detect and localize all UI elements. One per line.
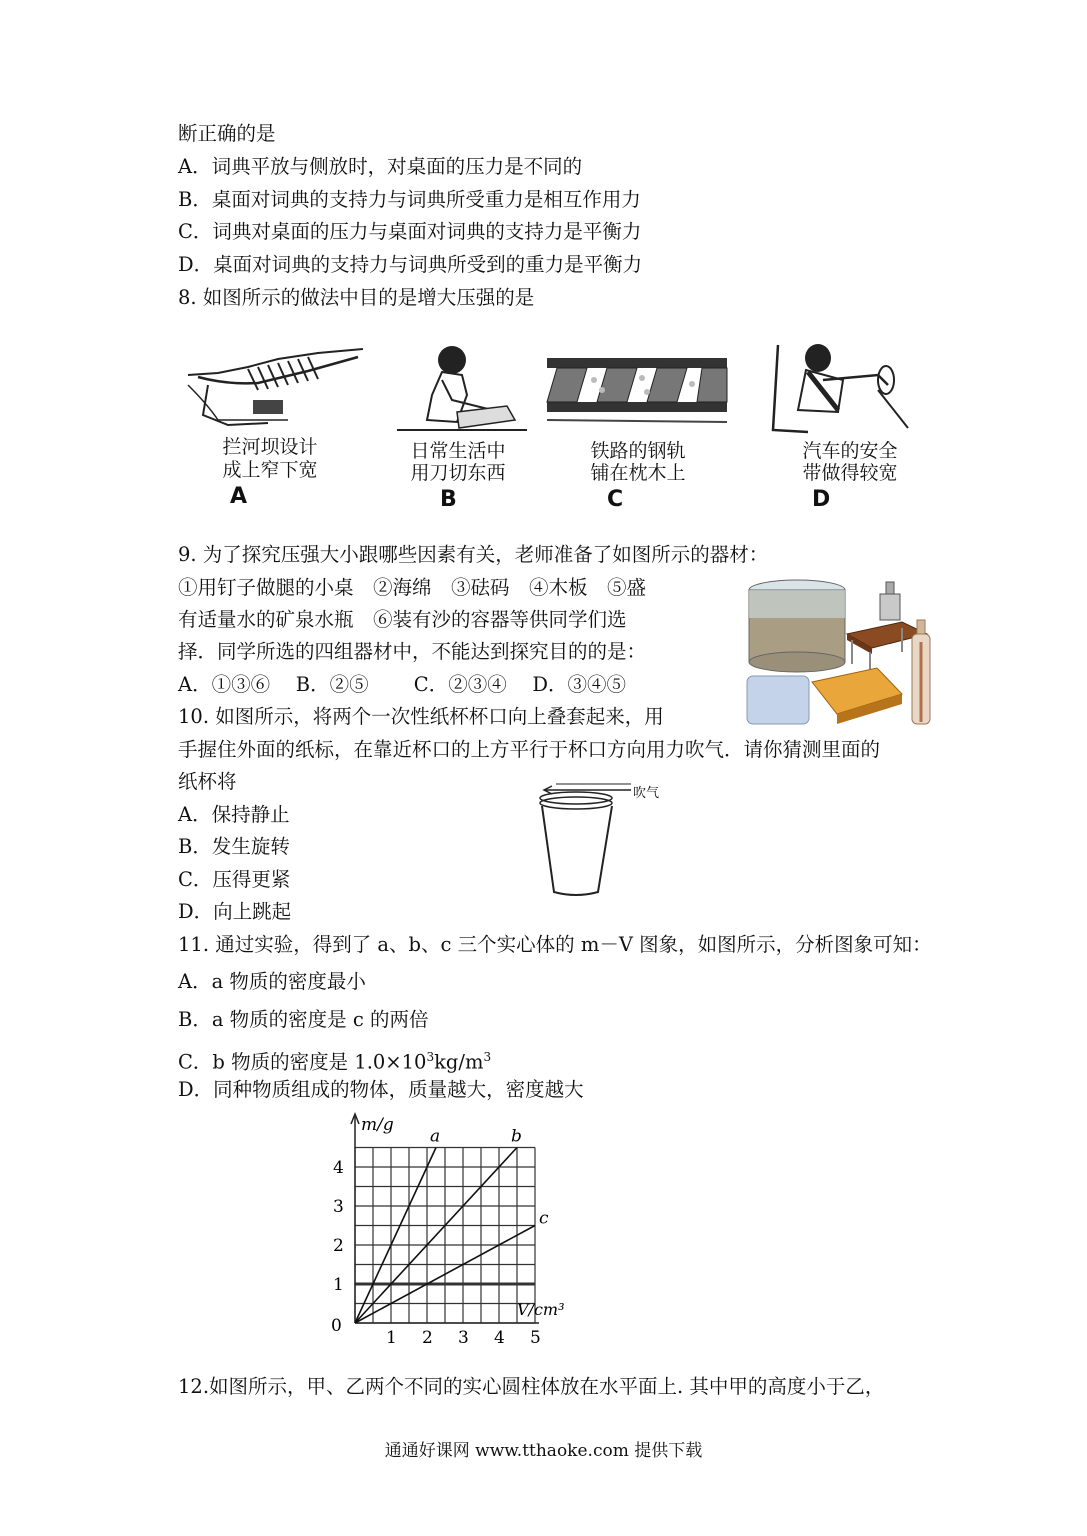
- x-tick-label: 1: [386, 1328, 397, 1348]
- q7-stem-tail: 断正确的是: [178, 122, 276, 145]
- series-label-b: b: [511, 1126, 522, 1147]
- q8-stem: 8. 如图所示的做法中目的是增大压强的是: [178, 286, 535, 309]
- q10-blow-label: 吹气: [633, 786, 660, 801]
- q8-figure-d-caption-2: 带做得较宽: [802, 462, 898, 484]
- x-tick-label: 5: [530, 1328, 541, 1348]
- series-line-b: [355, 1148, 517, 1324]
- q8-figure-b-caption-1: 日常生活中: [410, 440, 506, 462]
- page-footer: 通通好课网 www.tthaoke.com 提供下载: [384, 1441, 703, 1461]
- q11-option-c-unit: kg/m: [434, 1050, 484, 1074]
- q8-figure-b-knife: [397, 340, 527, 435]
- q10-paper-cup-figure: [536, 780, 686, 900]
- q9-stem-line-3: 有适量水的矿泉水瓶 ⑥装有沙的容器等供同学们选: [178, 608, 627, 631]
- x-tick-label: 4: [494, 1328, 505, 1348]
- q10-option-c: C．压得更紧: [178, 868, 291, 891]
- q7-option-d: D．桌面对词典的支持力与词典所受到的重力是平衡力: [178, 253, 643, 276]
- series-line-a: [355, 1148, 436, 1324]
- q10-option-d: D．向上跳起: [178, 900, 292, 923]
- series-label-c: c: [539, 1208, 549, 1229]
- q11-option-c-exponent-2: 3: [483, 1050, 492, 1064]
- q8-figure-c-letter: C: [607, 487, 624, 512]
- q11-mv-chart: [325, 1108, 615, 1348]
- y-tick-label: 3: [333, 1197, 344, 1217]
- q8-figure-d-seatbelt: [768, 340, 918, 435]
- q8-figure-b-letter: B: [440, 487, 457, 512]
- q7-option-b: B．桌面对词典的支持力与词典所受重力是相互作用力: [178, 188, 641, 211]
- q8-figure-a-caption-2: 成上窄下宽: [222, 459, 318, 481]
- q9-stem-line-2: ①用钉子做腿的小桌 ②海绵 ③砝码 ④木板 ⑤盛: [178, 576, 647, 599]
- q8-figure-d-caption-1: 汽车的安全: [802, 440, 898, 462]
- q11-option-a: A．a 物质的密度最小: [178, 970, 366, 993]
- q8-figure-a-caption-1: 拦河坝设计: [222, 436, 318, 458]
- y-axis-label: m/g: [361, 1115, 394, 1135]
- q9-stem-line-4: 择．同学所选的四组器材中，不能达到探究目的的是：: [178, 640, 647, 663]
- q11-option-b: B．a 物质的密度是 c 的两倍: [178, 1008, 429, 1031]
- origin-label: 0: [331, 1316, 342, 1336]
- q9-options: A．①③⑥ B．②⑤ C．②③④ D．③④⑤: [178, 673, 627, 696]
- q8-figure-c-caption-1: 铁路的钢轨: [590, 440, 686, 462]
- q8-figure-c-rail: [547, 350, 727, 430]
- q7-option-c: C．词典对桌面的压力与桌面对词典的支持力是平衡力: [178, 220, 642, 243]
- q11-option-c-exponent: 3: [426, 1050, 435, 1064]
- q7-option-a: A．词典平放与侧放时，对桌面的压力是不同的: [178, 155, 583, 178]
- q11-option-c-text: C．b 物质的密度是 1.0×10: [178, 1050, 427, 1074]
- q8-figure-c-caption-2: 铺在枕木上: [590, 462, 686, 484]
- y-tick-label: 2: [333, 1236, 344, 1256]
- q10-option-a: A．保持静止: [178, 803, 290, 826]
- q10-option-b: B．发生旋转: [178, 835, 290, 858]
- y-tick-label: 1: [333, 1275, 344, 1295]
- q9-stem-line-1: 9. 为了探究压强大小跟哪些因素有关，老师准备了如图所示的器材：: [178, 543, 769, 566]
- q8-figure-b-caption-2: 用刀切东西: [410, 462, 506, 484]
- x-tick-label: 2: [422, 1328, 433, 1348]
- q10-stem-line-2: 手握住外面的纸标，在靠近杯口的上方平行于杯口方向用力吹气．请你猜测里面的: [178, 738, 881, 761]
- q11-stem: 11. 通过实验，得到了 a、b、c 三个实心体的 m－V 图象，如图所示，分析图象可知：: [178, 933, 932, 956]
- y-tick-label: 4: [333, 1158, 344, 1178]
- q9-equipment-figure: [742, 572, 937, 728]
- q10-stem-line-3: 纸杯将: [178, 770, 237, 793]
- q10-stem-line-1: 10. 如图所示，将两个一次性纸杯杯口向上叠套起来，用: [178, 705, 664, 728]
- series-label-a: a: [430, 1126, 441, 1147]
- q8-figure-d-letter: D: [812, 487, 831, 512]
- q8-figure-a-letter: A: [230, 484, 248, 509]
- q8-figure-a-dam: [188, 345, 368, 435]
- x-axis-label: V/cm³: [517, 1300, 565, 1319]
- q11-option-d: D．同种物质组成的物体，质量越大，密度越大: [178, 1078, 584, 1101]
- x-tick-label: 3: [458, 1328, 469, 1348]
- q11-option-c: [178, 1045, 491, 1075]
- q12-stem: 12.如图所示，甲、乙两个不同的实心圆柱体放在水平面上. 其中甲的高度小于乙，: [178, 1375, 885, 1398]
